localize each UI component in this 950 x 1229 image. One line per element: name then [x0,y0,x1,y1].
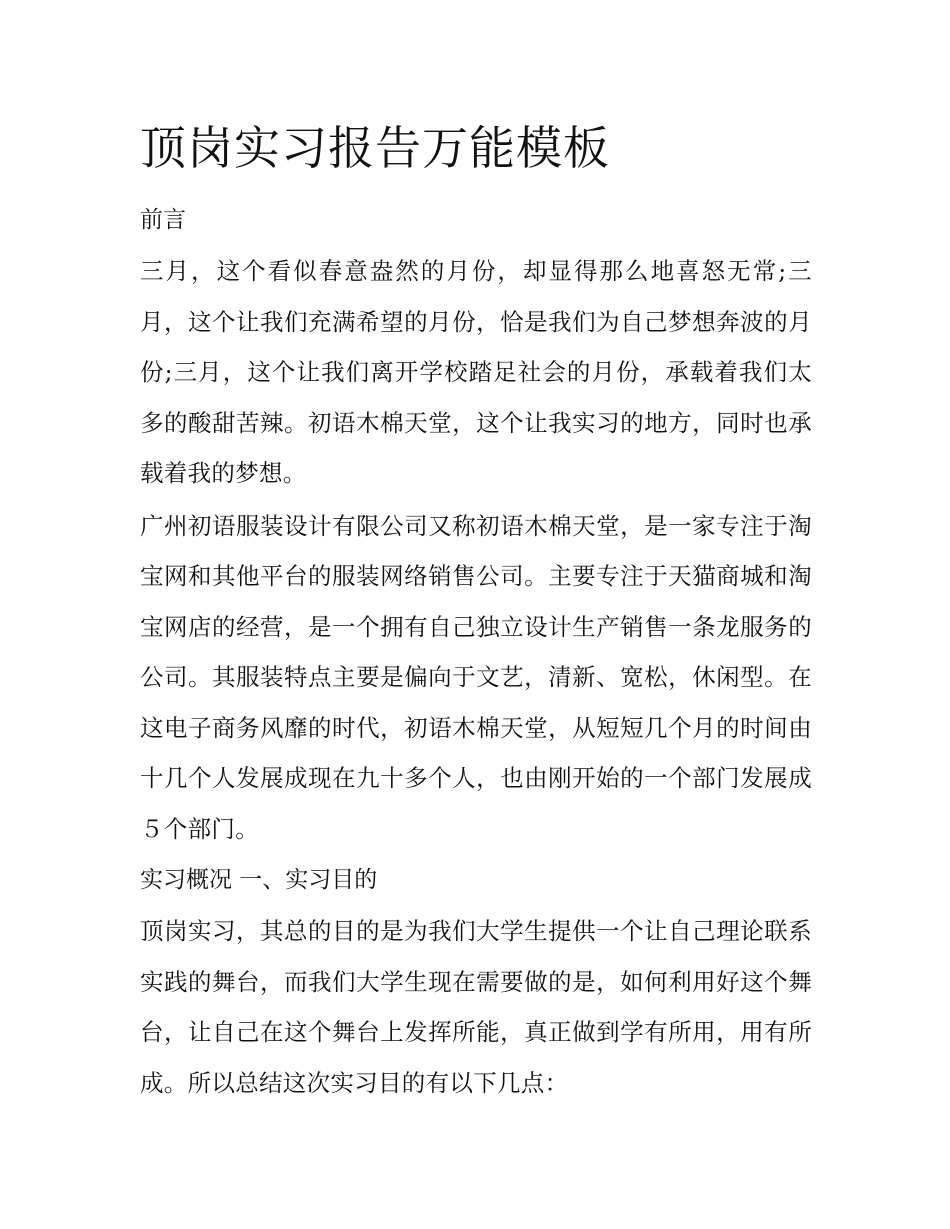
preface-paragraph-2: 广州初语服装设计有限公司又称初语木棉天堂，是一家专注于淘宝网和其他平台的服装网络销售公司。主要专注于天猫商城和淘宝网店的经营，是一个拥有自己独立设计生产销售一条龙服务的公司。其服装特点主要是偏向于文艺，清新、宽松，休闲型。在这电子商务风靡的时代，初语木棉天堂，从短短几个月的时间由十几个人发展成现在九十多个人，也由刚开始的一个部门发展成５个部门。 [140,511,812,843]
overview-paragraph-1: 顶岗实习，其总的目的是为我们大学生提供一个让自己理论联系实践的舞台，而我们大学生现在需要做的是，如何利用好这个舞台，让自己在这个舞台上发挥所能，真正做到学有所用，用有所成。所以总结这次实习目的有以下几点： [140,917,812,1097]
document-title: 顶岗实习报告万能模板 [140,121,610,175]
document-page [140,112,812,1110]
preface-heading: 前言 [140,207,186,233]
overview-heading: 实习概况 一、实习目的 [140,867,378,893]
preface-paragraph-1: 三月，这个看似春意盎然的月份，却显得那么地喜怒无常;三月，这个让我们充满希望的月份，恰是我们为自己梦想奔波的月份;三月，这个让我们离开学校踏足社会的月份，承载着我们太多的酸甜苦辣。初语木棉天堂，这个让我实习的地方，同时也承载着我的梦想。 [140,257,812,487]
